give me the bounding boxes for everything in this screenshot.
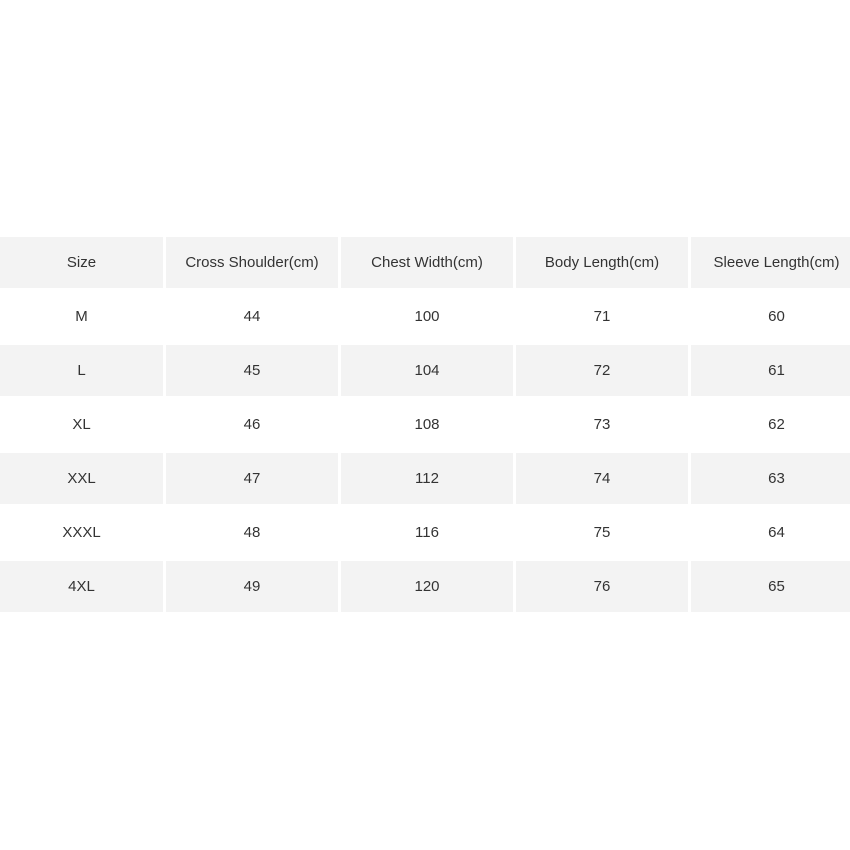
table-row bbox=[0, 453, 850, 504]
cell-size: M bbox=[0, 291, 163, 342]
table-row bbox=[0, 561, 850, 612]
cell-body-length: 75 bbox=[516, 507, 688, 558]
cell-cross-shoulder: 47 bbox=[166, 453, 338, 504]
cell-chest-width: 116 bbox=[341, 507, 513, 558]
cell-chest-width: 112 bbox=[341, 453, 513, 504]
cell-size: L bbox=[0, 345, 163, 396]
cell-chest-width: 104 bbox=[341, 345, 513, 396]
cell-cross-shoulder: 45 bbox=[166, 345, 338, 396]
header-sleeve-length: Sleeve Length(cm) bbox=[691, 237, 850, 288]
cell-chest-width: 108 bbox=[341, 399, 513, 450]
header-body-length: Body Length(cm) bbox=[516, 237, 688, 288]
cell-sleeve-length: 61 bbox=[691, 345, 850, 396]
header-cross-shoulder: Cross Shoulder(cm) bbox=[166, 237, 338, 288]
cell-sleeve-length: 65 bbox=[691, 561, 850, 612]
cell-body-length: 72 bbox=[516, 345, 688, 396]
cell-cross-shoulder: 48 bbox=[166, 507, 338, 558]
header-size: Size bbox=[0, 237, 163, 288]
cell-cross-shoulder: 46 bbox=[166, 399, 338, 450]
cell-cross-shoulder: 44 bbox=[166, 291, 338, 342]
header-chest-width: Chest Width(cm) bbox=[341, 237, 513, 288]
table-row bbox=[0, 399, 850, 450]
cell-sleeve-length: 62 bbox=[691, 399, 850, 450]
cell-body-length: 74 bbox=[516, 453, 688, 504]
cell-size: XXL bbox=[0, 453, 163, 504]
cell-cross-shoulder: 49 bbox=[166, 561, 338, 612]
cell-chest-width: 100 bbox=[341, 291, 513, 342]
table-row bbox=[0, 291, 850, 342]
cell-sleeve-length: 60 bbox=[691, 291, 850, 342]
cell-body-length: 73 bbox=[516, 399, 688, 450]
table-header-row bbox=[0, 237, 850, 288]
cell-body-length: 71 bbox=[516, 291, 688, 342]
size-chart-table bbox=[0, 234, 850, 615]
table-row bbox=[0, 507, 850, 558]
cell-sleeve-length: 63 bbox=[691, 453, 850, 504]
cell-size: 4XL bbox=[0, 561, 163, 612]
cell-size: XL bbox=[0, 399, 163, 450]
cell-body-length: 76 bbox=[516, 561, 688, 612]
table-row bbox=[0, 345, 850, 396]
cell-sleeve-length: 64 bbox=[691, 507, 850, 558]
cell-size: XXXL bbox=[0, 507, 163, 558]
cell-chest-width: 120 bbox=[341, 561, 513, 612]
